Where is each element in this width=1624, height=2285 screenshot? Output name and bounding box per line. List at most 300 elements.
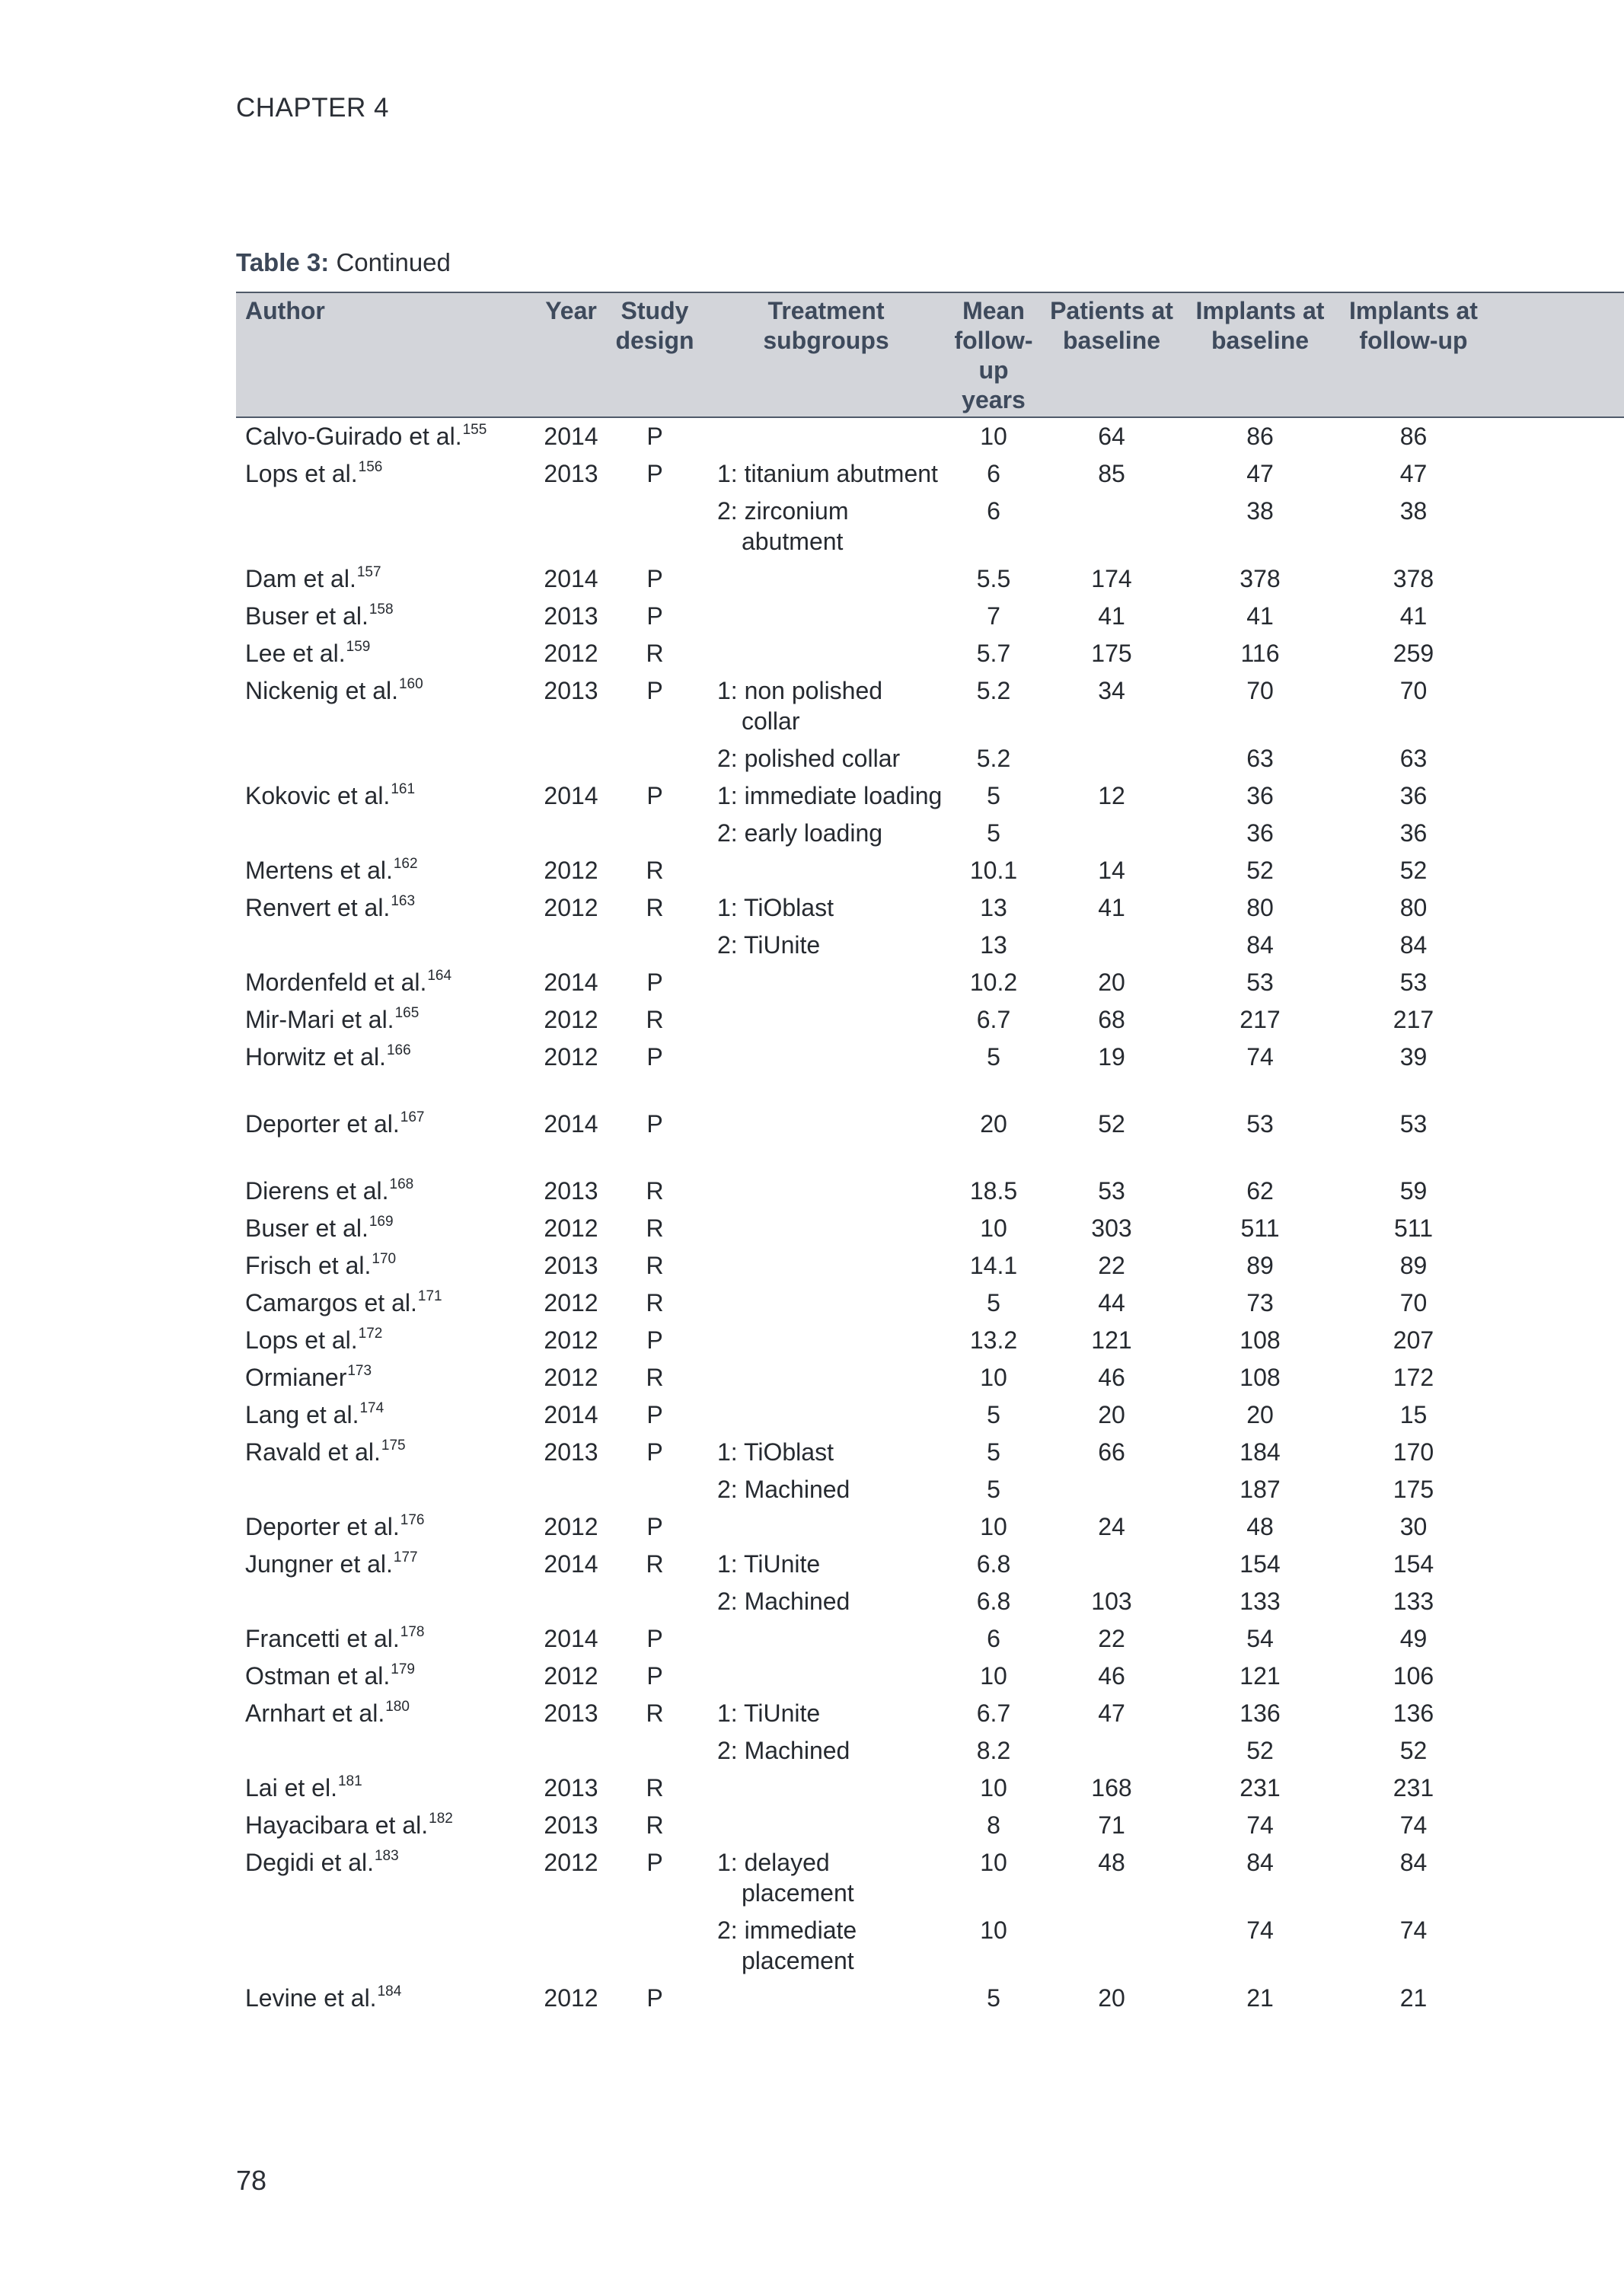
implants-baseline-cell: 74	[1246, 1811, 1274, 1839]
reference-number: 167	[400, 1109, 425, 1125]
table-row	[236, 672, 1624, 740]
treatment-cell	[708, 1620, 944, 1658]
implants-baseline-cell: 20	[1246, 1401, 1274, 1428]
table-row	[236, 1770, 1624, 1807]
implants-followup-cell: 84	[1399, 931, 1428, 959]
treatment-cell	[708, 598, 944, 635]
spacer-cell	[1487, 1658, 1624, 1695]
treatment-cell	[708, 1546, 944, 1583]
treatment-cell	[708, 1844, 944, 1912]
spacer-cell	[1487, 1434, 1624, 1471]
spacer-cell	[1487, 493, 1624, 560]
implants-baseline-cell: 108	[1240, 1364, 1281, 1391]
author-name: Francetti et al.	[245, 1625, 400, 1652]
author-cell	[236, 1807, 541, 1844]
spacer-cell	[1487, 1546, 1624, 1583]
patients-cell: 14	[1098, 857, 1125, 884]
patients-cell: 20	[1098, 969, 1125, 996]
implants-baseline-cell: 84	[1246, 1849, 1274, 1876]
author-name: Ravald et al.	[245, 1438, 381, 1466]
spacer-cell	[1487, 1322, 1624, 1359]
design-cell: R	[646, 1289, 664, 1316]
treatment-label: 2: TiUnite	[717, 931, 821, 959]
implants-baseline-cell: 54	[1246, 1625, 1274, 1652]
treatment-label: 1: TiOblast	[717, 894, 834, 921]
followup-cell: 6.8	[976, 1550, 1011, 1578]
treatment-label: 2: early loading	[717, 819, 883, 847]
implants-baseline-cell: 116	[1240, 640, 1280, 667]
author-name: Lops et al.	[245, 460, 358, 487]
year-cell: 2012	[544, 1214, 598, 1242]
reference-number: 169	[369, 1214, 394, 1230]
author-cell	[236, 417, 541, 455]
year-cell	[541, 1471, 601, 1508]
table-row	[236, 1359, 1624, 1396]
design-cell	[601, 1583, 708, 1620]
followup-cell: 10	[980, 1513, 1007, 1540]
table-row	[236, 455, 1624, 493]
followup-cell: 5.7	[976, 640, 1011, 667]
followup-cell: 6	[987, 497, 1000, 525]
author-cell	[236, 493, 541, 560]
implants-baseline-cell: 108	[1240, 1326, 1281, 1354]
implants-baseline-cell: 52	[1246, 1737, 1274, 1764]
design-cell: R	[646, 1550, 664, 1578]
implants-baseline-cell: 62	[1246, 1177, 1274, 1205]
author-cell	[236, 672, 541, 740]
reference-number: 178	[400, 1624, 425, 1640]
implants-followup-cell: 89	[1399, 1252, 1428, 1279]
design-cell: R	[646, 894, 664, 921]
treatment-label: 1: immediate loading	[717, 782, 943, 809]
year-cell	[541, 1732, 601, 1770]
design-cell: R	[646, 857, 664, 884]
implants-baseline-cell: 21	[1246, 1984, 1274, 2012]
treatment-cell	[708, 1210, 944, 1247]
table-row	[236, 1247, 1624, 1285]
year-cell: 2013	[544, 1252, 598, 1279]
design-cell: P	[646, 677, 663, 704]
patients-cell	[1043, 740, 1180, 777]
spacer-cell	[1487, 777, 1624, 815]
author-cell	[236, 927, 541, 964]
table-row	[236, 1210, 1624, 1247]
table-row	[236, 560, 1624, 598]
reference-number: 159	[346, 639, 371, 655]
reference-number: 180	[385, 1699, 410, 1715]
spacer-cell	[1487, 1396, 1624, 1434]
reference-number: 177	[393, 1549, 418, 1565]
implants-baseline-cell: 63	[1246, 745, 1274, 772]
year-cell: 2012	[544, 1364, 598, 1391]
design-cell: R	[646, 1177, 664, 1205]
spacer-cell	[1487, 1620, 1624, 1658]
followup-cell: 5	[987, 782, 1000, 809]
reference-number: 184	[377, 1983, 402, 1999]
followup-cell: 10	[980, 1364, 1007, 1391]
table-row	[236, 1173, 1624, 1210]
reference-number: 161	[391, 781, 416, 797]
treatment-label: 2: polished collar	[717, 745, 901, 772]
patients-cell	[1043, 1546, 1180, 1583]
implants-followup-cell: 36	[1399, 782, 1428, 809]
implants-followup-cell: 52	[1399, 1737, 1428, 1764]
implants-followup-cell: 106	[1393, 1662, 1434, 1690]
col-header-author: Author	[236, 292, 541, 417]
reference-number: 171	[417, 1288, 442, 1304]
col-header-followup: Mean follow-up years	[944, 292, 1043, 417]
patients-cell: 168	[1091, 1774, 1132, 1802]
patients-cell: 41	[1098, 602, 1125, 630]
implants-followup-cell: 86	[1399, 423, 1428, 450]
reference-number: 155	[462, 422, 487, 438]
followup-cell: 5	[987, 1984, 1000, 2012]
patients-cell: 12	[1098, 782, 1125, 809]
treatment-cell	[708, 1106, 944, 1173]
followup-cell: 5.2	[976, 745, 1011, 772]
author-name: Calvo-Guirado et al.	[245, 423, 462, 450]
implants-followup-cell: 52	[1399, 857, 1428, 884]
table-caption	[236, 248, 451, 277]
col-header-patients: Patients at baseline	[1043, 292, 1180, 417]
implants-followup-cell: 49	[1399, 1625, 1428, 1652]
author-name: Buser et al.	[245, 1214, 369, 1242]
treatment-label: 1: TiOblast	[717, 1438, 834, 1466]
year-cell: 2012	[544, 1326, 598, 1354]
design-cell: R	[646, 1214, 664, 1242]
followup-cell: 5	[987, 819, 1000, 847]
reference-number: 175	[381, 1438, 406, 1454]
implants-baseline-cell: 36	[1246, 782, 1274, 809]
patients-cell: 303	[1091, 1214, 1132, 1242]
implants-baseline-cell: 53	[1246, 1110, 1274, 1138]
treatment-cell	[708, 1583, 944, 1620]
followup-cell: 6	[987, 1625, 1000, 1652]
author-cell	[236, 598, 541, 635]
patients-cell: 22	[1098, 1252, 1125, 1279]
spacer-cell	[1487, 1285, 1624, 1322]
year-cell	[541, 815, 601, 852]
patients-cell: 46	[1098, 1364, 1125, 1391]
reference-number: 181	[337, 1773, 362, 1789]
followup-cell: 8	[987, 1811, 1000, 1839]
table-caption-label: Table 3:	[236, 248, 330, 276]
author-name: Mir-Mari et al.	[245, 1006, 394, 1033]
design-cell: P	[646, 565, 663, 592]
reference-number: 162	[393, 856, 418, 872]
patients-cell: 24	[1098, 1513, 1125, 1540]
design-cell: R	[646, 640, 664, 667]
table-caption-text: Continued	[336, 248, 451, 276]
table-row	[236, 1322, 1624, 1359]
implants-followup-cell: 53	[1399, 1110, 1428, 1138]
design-cell: P	[646, 782, 663, 809]
table-row	[236, 1912, 1624, 1980]
reference-number: 158	[369, 602, 394, 618]
patients-cell: 19	[1098, 1043, 1125, 1071]
implants-followup-cell: 378	[1393, 565, 1434, 592]
implants-baseline-cell: 121	[1240, 1662, 1281, 1690]
table-row	[236, 852, 1624, 889]
treatment-cell	[708, 964, 944, 1001]
implants-followup-cell: 53	[1399, 969, 1428, 996]
implants-followup-cell: 217	[1393, 1006, 1434, 1033]
author-name: Mertens et al.	[245, 857, 393, 884]
year-cell: 2013	[544, 460, 598, 487]
reference-number: 182	[429, 1811, 453, 1827]
year-cell: 2013	[544, 1177, 598, 1205]
followup-cell: 10	[980, 1849, 1007, 1876]
treatment-cell	[708, 777, 944, 815]
patients-cell: 174	[1091, 565, 1132, 592]
author-cell	[236, 560, 541, 598]
treatment-cell	[708, 1001, 944, 1039]
author-name: Dam et al.	[245, 565, 356, 592]
year-cell	[541, 1912, 601, 1980]
author-cell	[236, 852, 541, 889]
treatment-cell	[708, 740, 944, 777]
treatment-label: 1: titanium abutment	[717, 460, 938, 487]
patients-cell: 175	[1091, 640, 1132, 667]
spacer-cell	[1487, 1001, 1624, 1039]
year-cell	[541, 1583, 601, 1620]
design-cell: R	[646, 1364, 664, 1391]
patients-cell	[1043, 1912, 1180, 1980]
patients-cell	[1043, 927, 1180, 964]
author-name: Lee et al.	[245, 640, 346, 667]
chapter-heading: CHAPTER 4	[236, 93, 389, 123]
spacer-cell	[1487, 1210, 1624, 1247]
spacer-cell	[1487, 964, 1624, 1001]
spacer-cell	[1487, 1471, 1624, 1508]
author-name: Horwitz et al.	[245, 1043, 386, 1071]
patients-cell	[1043, 493, 1180, 560]
treatment-cell	[708, 889, 944, 927]
treatment-cell	[708, 1359, 944, 1396]
implants-baseline-cell: 187	[1240, 1476, 1281, 1503]
spacer-cell	[1487, 1980, 1624, 2017]
followup-cell: 5.2	[976, 677, 1011, 704]
spacer-cell	[1487, 1583, 1624, 1620]
author-name: Levine et al.	[245, 1984, 377, 2012]
treatment-cell	[708, 560, 944, 598]
patients-cell: 103	[1091, 1588, 1132, 1615]
spacer-cell	[1487, 1247, 1624, 1285]
author-name: Camargos et al.	[245, 1289, 417, 1316]
year-cell: 2013	[544, 1438, 598, 1466]
patients-cell	[1043, 1471, 1180, 1508]
design-cell	[601, 1732, 708, 1770]
spacer-cell	[1487, 598, 1624, 635]
year-cell	[541, 927, 601, 964]
table-row	[236, 493, 1624, 560]
spacer-cell	[1487, 852, 1624, 889]
design-cell: P	[646, 1662, 663, 1690]
table-row	[236, 1039, 1624, 1106]
design-cell	[601, 927, 708, 964]
design-cell: P	[646, 423, 663, 450]
design-cell: P	[646, 1043, 663, 1071]
implants-followup-cell: 136	[1393, 1699, 1434, 1727]
spacer-cell	[1487, 740, 1624, 777]
implants-followup-cell: 39	[1399, 1043, 1428, 1071]
reference-number: 172	[358, 1326, 383, 1342]
year-cell	[541, 740, 601, 777]
author-cell	[236, 1434, 541, 1471]
author-cell	[236, 777, 541, 815]
treatment-label: 2: Machined	[717, 1737, 850, 1764]
implants-followup-cell: 30	[1399, 1513, 1428, 1540]
author-cell	[236, 1508, 541, 1546]
treatment-cell	[708, 1173, 944, 1210]
treatment-cell	[708, 1396, 944, 1434]
followup-cell: 18.5	[969, 1177, 1018, 1205]
design-cell: P	[646, 1110, 663, 1138]
table-row	[236, 1001, 1624, 1039]
implants-baseline-cell: 511	[1240, 1214, 1280, 1242]
treatment-label: 2: Machined	[717, 1476, 850, 1503]
treatment-cell	[708, 1471, 944, 1508]
author-cell	[236, 1396, 541, 1434]
author-cell	[236, 1695, 541, 1732]
table-row	[236, 927, 1624, 964]
year-cell: 2012	[544, 1513, 598, 1540]
author-cell	[236, 1980, 541, 2017]
design-cell: P	[646, 1984, 663, 2012]
implants-baseline-cell: 80	[1246, 894, 1274, 921]
implants-followup-cell: 154	[1393, 1550, 1434, 1578]
author-cell	[236, 815, 541, 852]
author-cell	[236, 635, 541, 672]
treatment-label: 2: Machined	[717, 1588, 850, 1615]
design-cell: P	[646, 1849, 663, 1876]
design-cell: P	[646, 1438, 663, 1466]
author-name: Renvert et al.	[245, 894, 391, 921]
table-row	[236, 1844, 1624, 1912]
year-cell: 2013	[544, 602, 598, 630]
spacer-cell	[1487, 1359, 1624, 1396]
spacer-cell	[1487, 927, 1624, 964]
implants-followup-cell: 15	[1399, 1401, 1428, 1428]
year-cell: 2013	[544, 677, 598, 704]
implants-followup-cell: 41	[1399, 602, 1428, 630]
design-cell: P	[646, 969, 663, 996]
followup-cell: 6.7	[976, 1699, 1011, 1727]
implants-followup-cell: 80	[1399, 894, 1428, 921]
author-cell	[236, 1770, 541, 1807]
col-header-spacer	[1487, 292, 1624, 417]
design-cell	[601, 493, 708, 560]
followup-cell: 5	[987, 1289, 1000, 1316]
reference-number: 168	[389, 1176, 414, 1192]
author-cell	[236, 889, 541, 927]
reference-number: 176	[400, 1512, 425, 1528]
patients-cell	[1043, 1732, 1180, 1770]
patients-cell: 20	[1098, 1984, 1125, 2012]
patients-cell: 68	[1098, 1006, 1125, 1033]
col-header-implants-followup: Implants at follow-up	[1340, 292, 1487, 417]
col-header-implants-baseline: Implants at baseline	[1180, 292, 1340, 417]
table-row	[236, 1285, 1624, 1322]
spacer-cell	[1487, 1106, 1624, 1173]
spacer-cell	[1487, 672, 1624, 740]
table-row	[236, 1106, 1624, 1173]
year-cell: 2014	[544, 969, 598, 996]
col-header-treatment: Treatment subgroups	[708, 292, 944, 417]
patients-cell: 34	[1098, 677, 1125, 704]
author-cell	[236, 1912, 541, 1980]
year-cell: 2013	[544, 1699, 598, 1727]
year-cell: 2014	[544, 1110, 598, 1138]
treatment-cell	[708, 1770, 944, 1807]
author-name: Lang et al.	[245, 1401, 359, 1428]
year-cell: 2014	[544, 1625, 598, 1652]
treatment-cell	[708, 1980, 944, 2017]
table-row	[236, 777, 1624, 815]
table-row	[236, 417, 1624, 455]
implants-baseline-cell: 73	[1246, 1289, 1274, 1316]
spacer-cell	[1487, 815, 1624, 852]
implants-baseline-cell: 84	[1246, 931, 1274, 959]
patients-cell: 48	[1098, 1849, 1125, 1876]
followup-cell: 10.2	[969, 969, 1018, 996]
implants-baseline-cell: 47	[1246, 460, 1274, 487]
table-row	[236, 1620, 1624, 1658]
author-cell	[236, 1039, 541, 1106]
treatment-cell	[708, 1658, 944, 1695]
implants-baseline-cell: 74	[1246, 1043, 1274, 1071]
author-cell	[236, 964, 541, 1001]
author-name: Lops et al.	[245, 1326, 358, 1354]
spacer-cell	[1487, 1844, 1624, 1912]
design-cell: P	[646, 602, 663, 630]
year-cell: 2012	[544, 1849, 598, 1876]
treatment-cell	[708, 1247, 944, 1285]
author-cell	[236, 1359, 541, 1396]
treatment-cell	[708, 455, 944, 493]
treatment-cell	[708, 493, 944, 560]
table-row	[236, 598, 1624, 635]
design-cell	[601, 1471, 708, 1508]
author-cell	[236, 1001, 541, 1039]
implants-followup-cell: 74	[1399, 1811, 1428, 1839]
treatment-cell	[708, 635, 944, 672]
followup-cell: 13.2	[969, 1326, 1018, 1354]
author-name: Mordenfeld et al.	[245, 969, 427, 996]
table-row	[236, 964, 1624, 1001]
treatment-label: 2: immediate placement	[717, 1916, 857, 1974]
reference-number: 179	[391, 1661, 415, 1677]
spacer-cell	[1487, 1770, 1624, 1807]
implants-baseline-cell: 70	[1246, 677, 1274, 704]
spacer-cell	[1487, 560, 1624, 598]
implants-baseline-cell: 154	[1240, 1550, 1281, 1578]
patients-cell: 47	[1098, 1699, 1125, 1727]
table-row	[236, 815, 1624, 852]
table-row	[236, 1546, 1624, 1583]
followup-cell: 5	[987, 1043, 1000, 1071]
spacer-cell	[1487, 1912, 1624, 1980]
implants-baseline-cell: 48	[1246, 1513, 1274, 1540]
table-row	[236, 1732, 1624, 1770]
treatment-cell	[708, 927, 944, 964]
implants-baseline-cell: 52	[1246, 857, 1274, 884]
implants-followup-cell: 70	[1399, 1289, 1428, 1316]
year-cell: 2014	[544, 782, 598, 809]
spacer-cell	[1487, 1807, 1624, 1844]
followup-cell: 7	[987, 602, 1000, 630]
reference-number: 163	[391, 893, 416, 909]
